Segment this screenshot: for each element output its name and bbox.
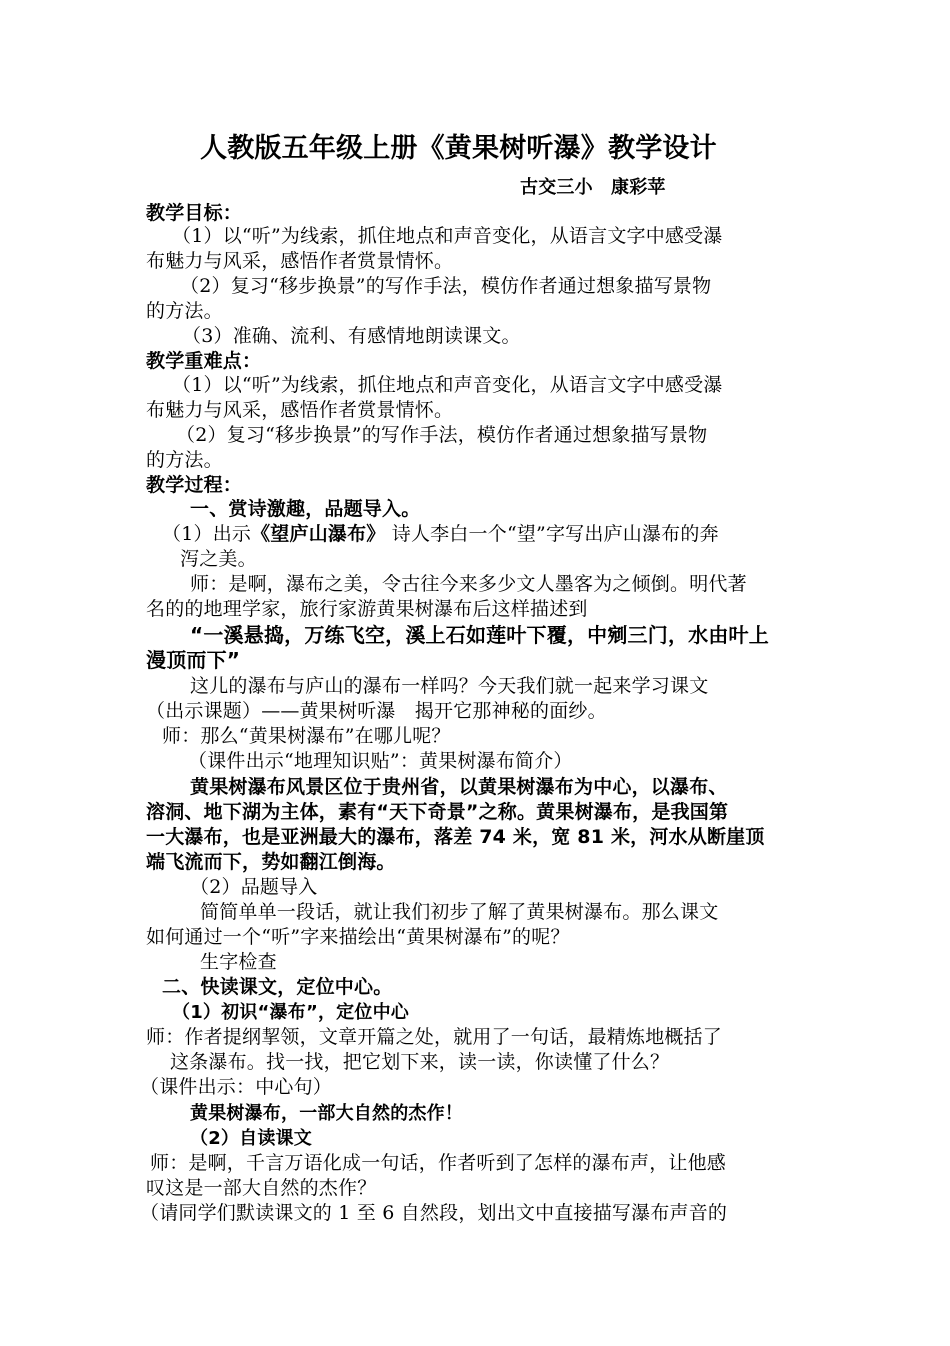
paragraph-11-line-2: 叹这是一部大自然的杰作？ — [146, 1177, 377, 1199]
paragraph-11-line-1: 师：是啊，千言万语化成一句话，作者听到了怎样的瀑布声，让他感 — [150, 1152, 727, 1174]
paragraph-10: （课件出示：中心句） — [140, 1076, 333, 1098]
subsection-2-heading: （2）自读课文 — [190, 1128, 312, 1149]
goals-heading: 教学目标： — [146, 202, 243, 224]
section-2-heading: 二、快读课文，定位中心。 — [162, 976, 393, 998]
intro-line-2: 溶洞、地下湖为主体，素有“天下奇景”之称。黄果树瀑布，是我国第 — [146, 801, 729, 823]
paragraph-7-line-1: 简简单单一段话，就让我们初步了解了黄果树瀑布。那么课文 — [200, 901, 719, 923]
key-1-line-2: 布魅力与风采，感悟作者赏景情怀。 — [146, 399, 454, 421]
center-sentence: 黄果树瀑布，一部大自然的杰作！ — [190, 1103, 463, 1124]
subsection-1-heading: （1）初识“瀑布”，定位中心 — [172, 1002, 409, 1023]
key-1-line-1: （1）以“听”为线索，抓住地点和声音变化，从语言文字中感受瀑 — [172, 374, 723, 396]
paragraph-3-line-2: （出示课题）——黄果树听瀑 揭开它那神秘的面纱。 — [146, 700, 607, 722]
paragraph-5: （课件出示“地理知识贴”：黄果树瀑布简介） — [188, 750, 573, 772]
paragraph-2-line-1: 师：是啊，瀑布之美，令古往今来多少文人墨客为之倾倒。明代著 — [190, 573, 747, 595]
paragraph-12: （请同学们默读课文的 1 至 6 自然段，划出文中直接描写瀑布声音的 — [140, 1202, 728, 1224]
paragraph-9-line-2: 这条瀑布。找一找，把它划下来，读一读，你读懂了什么？ — [170, 1051, 670, 1073]
poem-title: 《望庐山瀑布》 — [251, 523, 386, 545]
goal-2-line-2: 的方法。 — [146, 300, 223, 322]
goal-3: （3）准确、流利、有感情地朗读课文。 — [182, 325, 521, 347]
intro-line-4: 端飞流而下，势如翻江倒海。 — [146, 851, 396, 873]
quote-line-2: 漫顶而下” — [146, 648, 241, 672]
paragraph-4: 师：那么“黄果树瀑布”在哪儿呢？ — [162, 725, 451, 747]
paragraph-6: （2）品题导入 — [190, 876, 318, 898]
paragraph-7-line-2: 如何通过一个“听”字来描绘出“黄果树瀑布”的呢？ — [146, 926, 570, 948]
paragraph-1-line-2: 泻之美。 — [180, 548, 257, 570]
intro-line-1: 黄果树瀑布风景区位于贵州省，以黄果树瀑布为中心，以瀑布、 — [190, 776, 728, 798]
paragraph-1-rest: 诗人李白一个“望”字写出庐山瀑布的奔 — [385, 523, 719, 545]
process-heading: 教学过程： — [146, 474, 243, 496]
section-1-heading: 一、赏诗激趣，品题导入。 — [190, 498, 421, 520]
paragraph-2-line-2: 名的的地理学家，旅行家游黄果树瀑布后这样描述到 — [146, 598, 588, 620]
key-points-heading: 教学重难点： — [146, 350, 262, 372]
key-2-line-1: （2）复习“移步换景”的写作手法，模仿作者通过想象描写景物 — [176, 424, 708, 446]
author-line: 古交三小 康彩苹 — [520, 177, 666, 198]
goal-1-line-1: （1）以“听”为线索，抓住地点和声音变化，从语言文字中感受瀑 — [172, 225, 723, 247]
goal-1-line-2: 布魅力与风采，感悟作者赏景情怀。 — [146, 250, 454, 272]
document-title: 人教版五年级上册《黄果树听瀑》教学设计 — [200, 133, 717, 164]
paragraph-1-prefix: （1）出示 — [162, 523, 252, 545]
paragraph-1-line-1 — [162, 522, 719, 547]
paragraph-3-line-1: 这儿的瀑布与庐山的瀑布一样吗？今天我们就一起来学习课文 — [190, 675, 709, 697]
key-2-line-2: 的方法。 — [146, 449, 223, 471]
quote-line-1: “一溪悬捣，万练飞空，溪上石如莲叶下覆，中剜三门，水由叶上 — [190, 623, 769, 647]
goal-2-line-1: （2）复习“移步换景”的写作手法，模仿作者通过想象描写景物 — [180, 275, 712, 297]
paragraph-8: 生字检查 — [200, 951, 277, 973]
paragraph-9-line-1: 师：作者提纲挈领，文章开篇之处，就用了一句话，最精炼地概括了 — [146, 1026, 723, 1048]
intro-line-3: 一大瀑布，也是亚洲最大的瀑布，落差 74 米，宽 81 米，河水从断崖顶 — [146, 826, 765, 848]
